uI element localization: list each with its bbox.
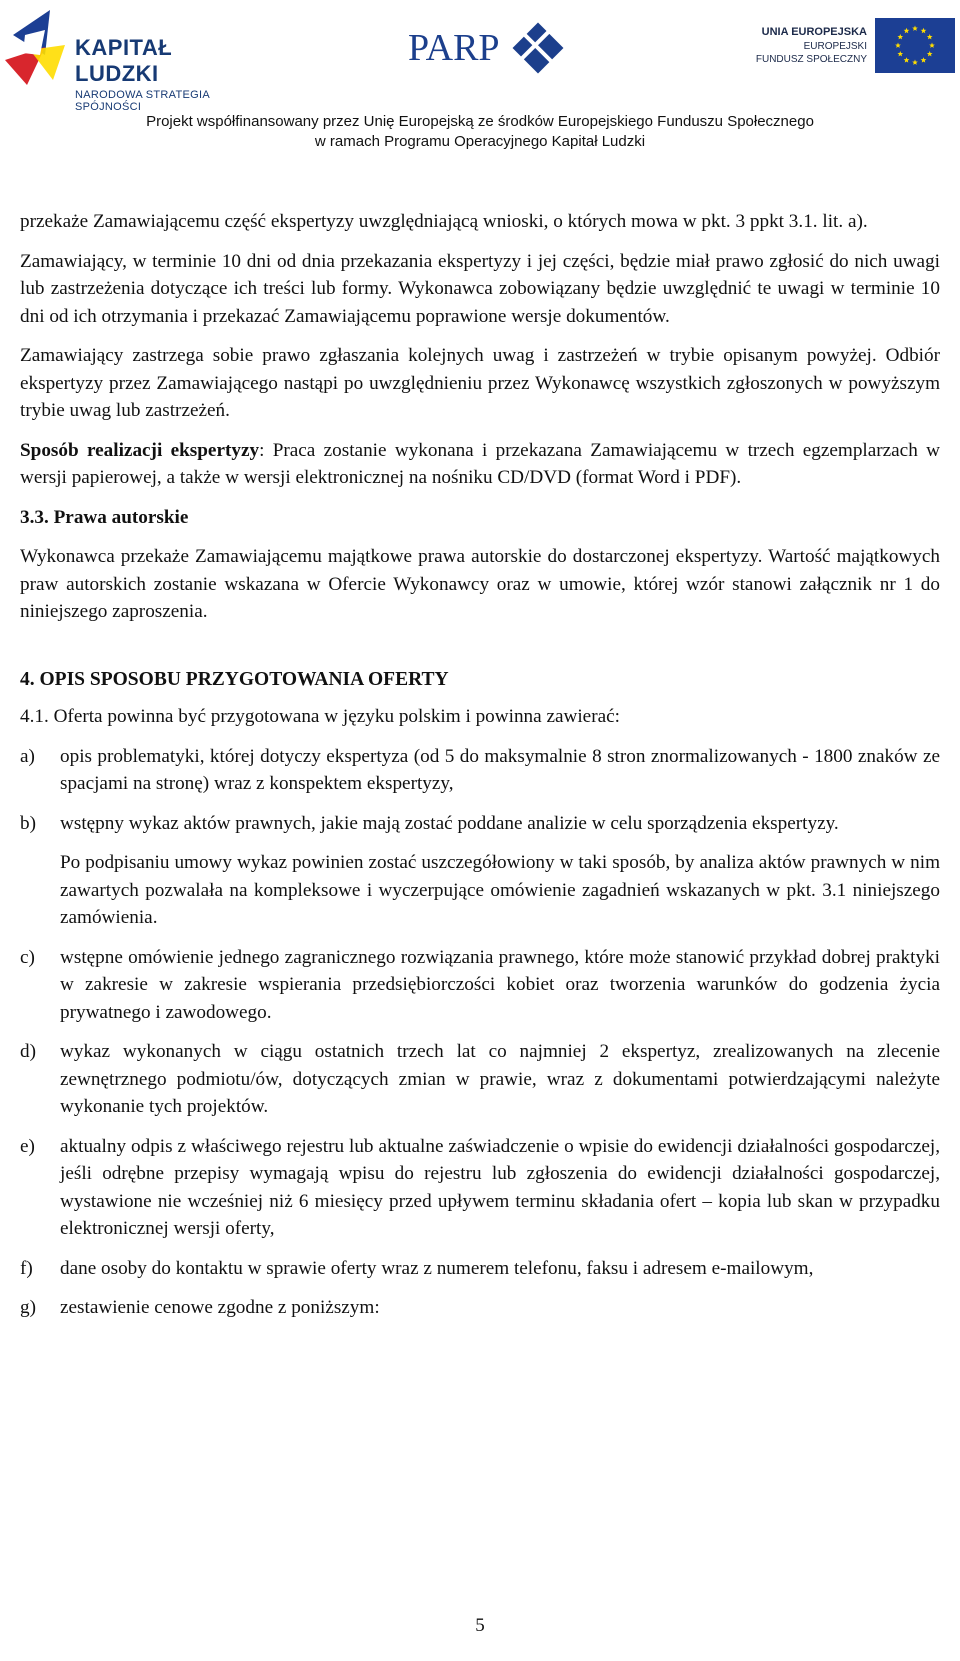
paragraph-5: Wykonawca przekaże Zamawiającemu majątkowe prawa autorskie do dostarczonej ekspertyzy. Wartość majątkowych praw autorskich zostanie wskazana w Ofercie Wykonawcy oraz w umowie, której wzór stanowi załącznik nr 1 do niniejszego zaproszenia. [20, 546, 940, 622]
section-heading-3-3: 3.3. Prawa autorskie [20, 506, 189, 528]
list-item-g: g) zestawienie cenowe zgodne z poniższym: [20, 1297, 380, 1318]
eu-logo [730, 18, 955, 78]
paragraph-4-1: 4.1. Oferta powinna być przygotowana w języku polskim i powinna zawierać: [20, 706, 620, 727]
page-number: 5 [475, 1615, 485, 1636]
eu-line-2: EUROPEJSKI [803, 41, 867, 52]
paragraph-3: Zamawiający zastrzega sobie prawo zgłaszania kolejnych uwag i zastrzeżeń w trybie opisanym powyżej. Odbiór ekspertyzy przez Zamawiającego nastąpi po uwzględnieniu przez Wykonawcę wszystkich zgłoszonych w powyższym trybie uwag lub zastrzeżeń. [20, 345, 940, 421]
kapital-ludzki-logo [5, 5, 255, 113]
kapital-ludzki-star-icon [5, 5, 75, 90]
document-header [0, 0, 960, 160]
kapital-ludzki-title: KAPITAŁ LUDZKI [75, 35, 173, 86]
eu-line-1: UNIA EUROPEJSKA [761, 26, 867, 38]
paragraph-2: Zamawiający, w terminie 10 dni od dnia przekazania ekspertyzy i jej części, będzie miał prawo zgłosić do nich uwagi lub zastrzeżenia dotyczące ich treści lub formy. Wykonawca zobowiązany będzie uwzględnić te uwagi w terminie 10 dni od ich otrzymania i przekazać Zamawiającemu poprawione wersje dokumentów. [20, 250, 940, 327]
eu-line-3: FUNDUSZ SPOŁECZNY [755, 54, 867, 65]
kapital-ludzki-subtitle: NARODOWA STRATEGIA SPÓJNOŚCI [75, 89, 210, 113]
section-heading-4: 4. OPIS SPOSOBU PRZYGOTOWANIA OFERTY [20, 668, 449, 690]
list-item-b-note: Po podpisaniu umowy wykaz powinien zostać uszczegółowiony w taki sposób, by analiza aktów prawnych w nim zawartych pozwalała na kompleksowe i wyczerpujące omówienie zagadnień wskazanych w pkt. 3.1 niniejszego zamówienia. [60, 852, 940, 928]
list-item-b: b) wstępny wykaz aktów prawnych, jakie mają zostać poddane analizie w celu sporządzenia ekspertyzy. [20, 812, 839, 834]
eu-flag-icon [875, 18, 955, 73]
parp-logo-text: PARP [408, 27, 500, 69]
cofinance-line-1: Projekt współfinansowany przez Unię Europejską ze środków Europejskiego Funduszu Społecznego [146, 113, 814, 130]
list-item-e: e) aktualny odpis z właściwego rejestru lub aktualne zaświadczenie o wpisie do ewidencji działalności gospodarczej, jeśli odrębne przepisy wymagają wpisu do rejestru lub zgłoszenia do ewidencji działalności gospodarczej, wystawione nie wcześniej niż 6 miesięcy przed upływem terminu składania ofert – kopia lub skan w przypadku elektronicznej wersji oferty, [20, 1135, 940, 1239]
paragraph-4-rest: : Praca zostanie wykonana i przekazana Zamawiającemu w trzech egzemplarzach w wersji papierowej, a także w wersji elektronicznej na nośniku CD/DVD (format Word i PDF). [20, 439, 940, 488]
cofinance-line-2: w ramach Programu Operacyjnego Kapitał Ludzki [314, 133, 646, 150]
list-item-c: c) wstępne omówienie jednego zagranicznego rozwiązania prawnego, które może stanowić przykład dobrej praktyki w zakresie w zakresie wspierania przedsiębiorczości kobiet oraz tworzenia warunków do godzenia życia prywatnego i zawodowego. [20, 946, 940, 1023]
list-item-d: d) wykaz wykonanych w ciągu ostatnich trzech lat co najmniej 2 ekspertyz, zrealizowanych na zlecenie zewnętrznego podmiotu/ów, dotyczących zmian w prawie, wraz z dokumentami potwierdzającymi należyte wykonanie tych projektów. [20, 1041, 940, 1117]
document-body [20, 208, 940, 1334]
paragraph-1: przekaże Zamawiającemu część ekspertyzy uwzględniającą wnioski, o których mowa w pkt. 3 ppkt 3.1. lit. a). [20, 211, 868, 232]
parp-logo [408, 18, 568, 78]
list-item-f: f) dane osoby do kontaktu w sprawie oferty wraz z numerem telefonu, faksu i adresem e-mailowym, [20, 1257, 814, 1279]
cofinance-statement [0, 112, 960, 152]
paragraph-4-bold: Sposób realizacji ekspertyzy [20, 439, 260, 461]
paragraph-4 [20, 437, 940, 492]
list-item-a: a) opis problematyki, której dotyczy ekspertyza (od 5 do maksymalnie 8 stron znormalizowanych - 1800 znaków ze spacjami na stronę) wraz z konspektem ekspertyzy, [20, 745, 940, 794]
parp-diamond-icon [508, 18, 568, 78]
